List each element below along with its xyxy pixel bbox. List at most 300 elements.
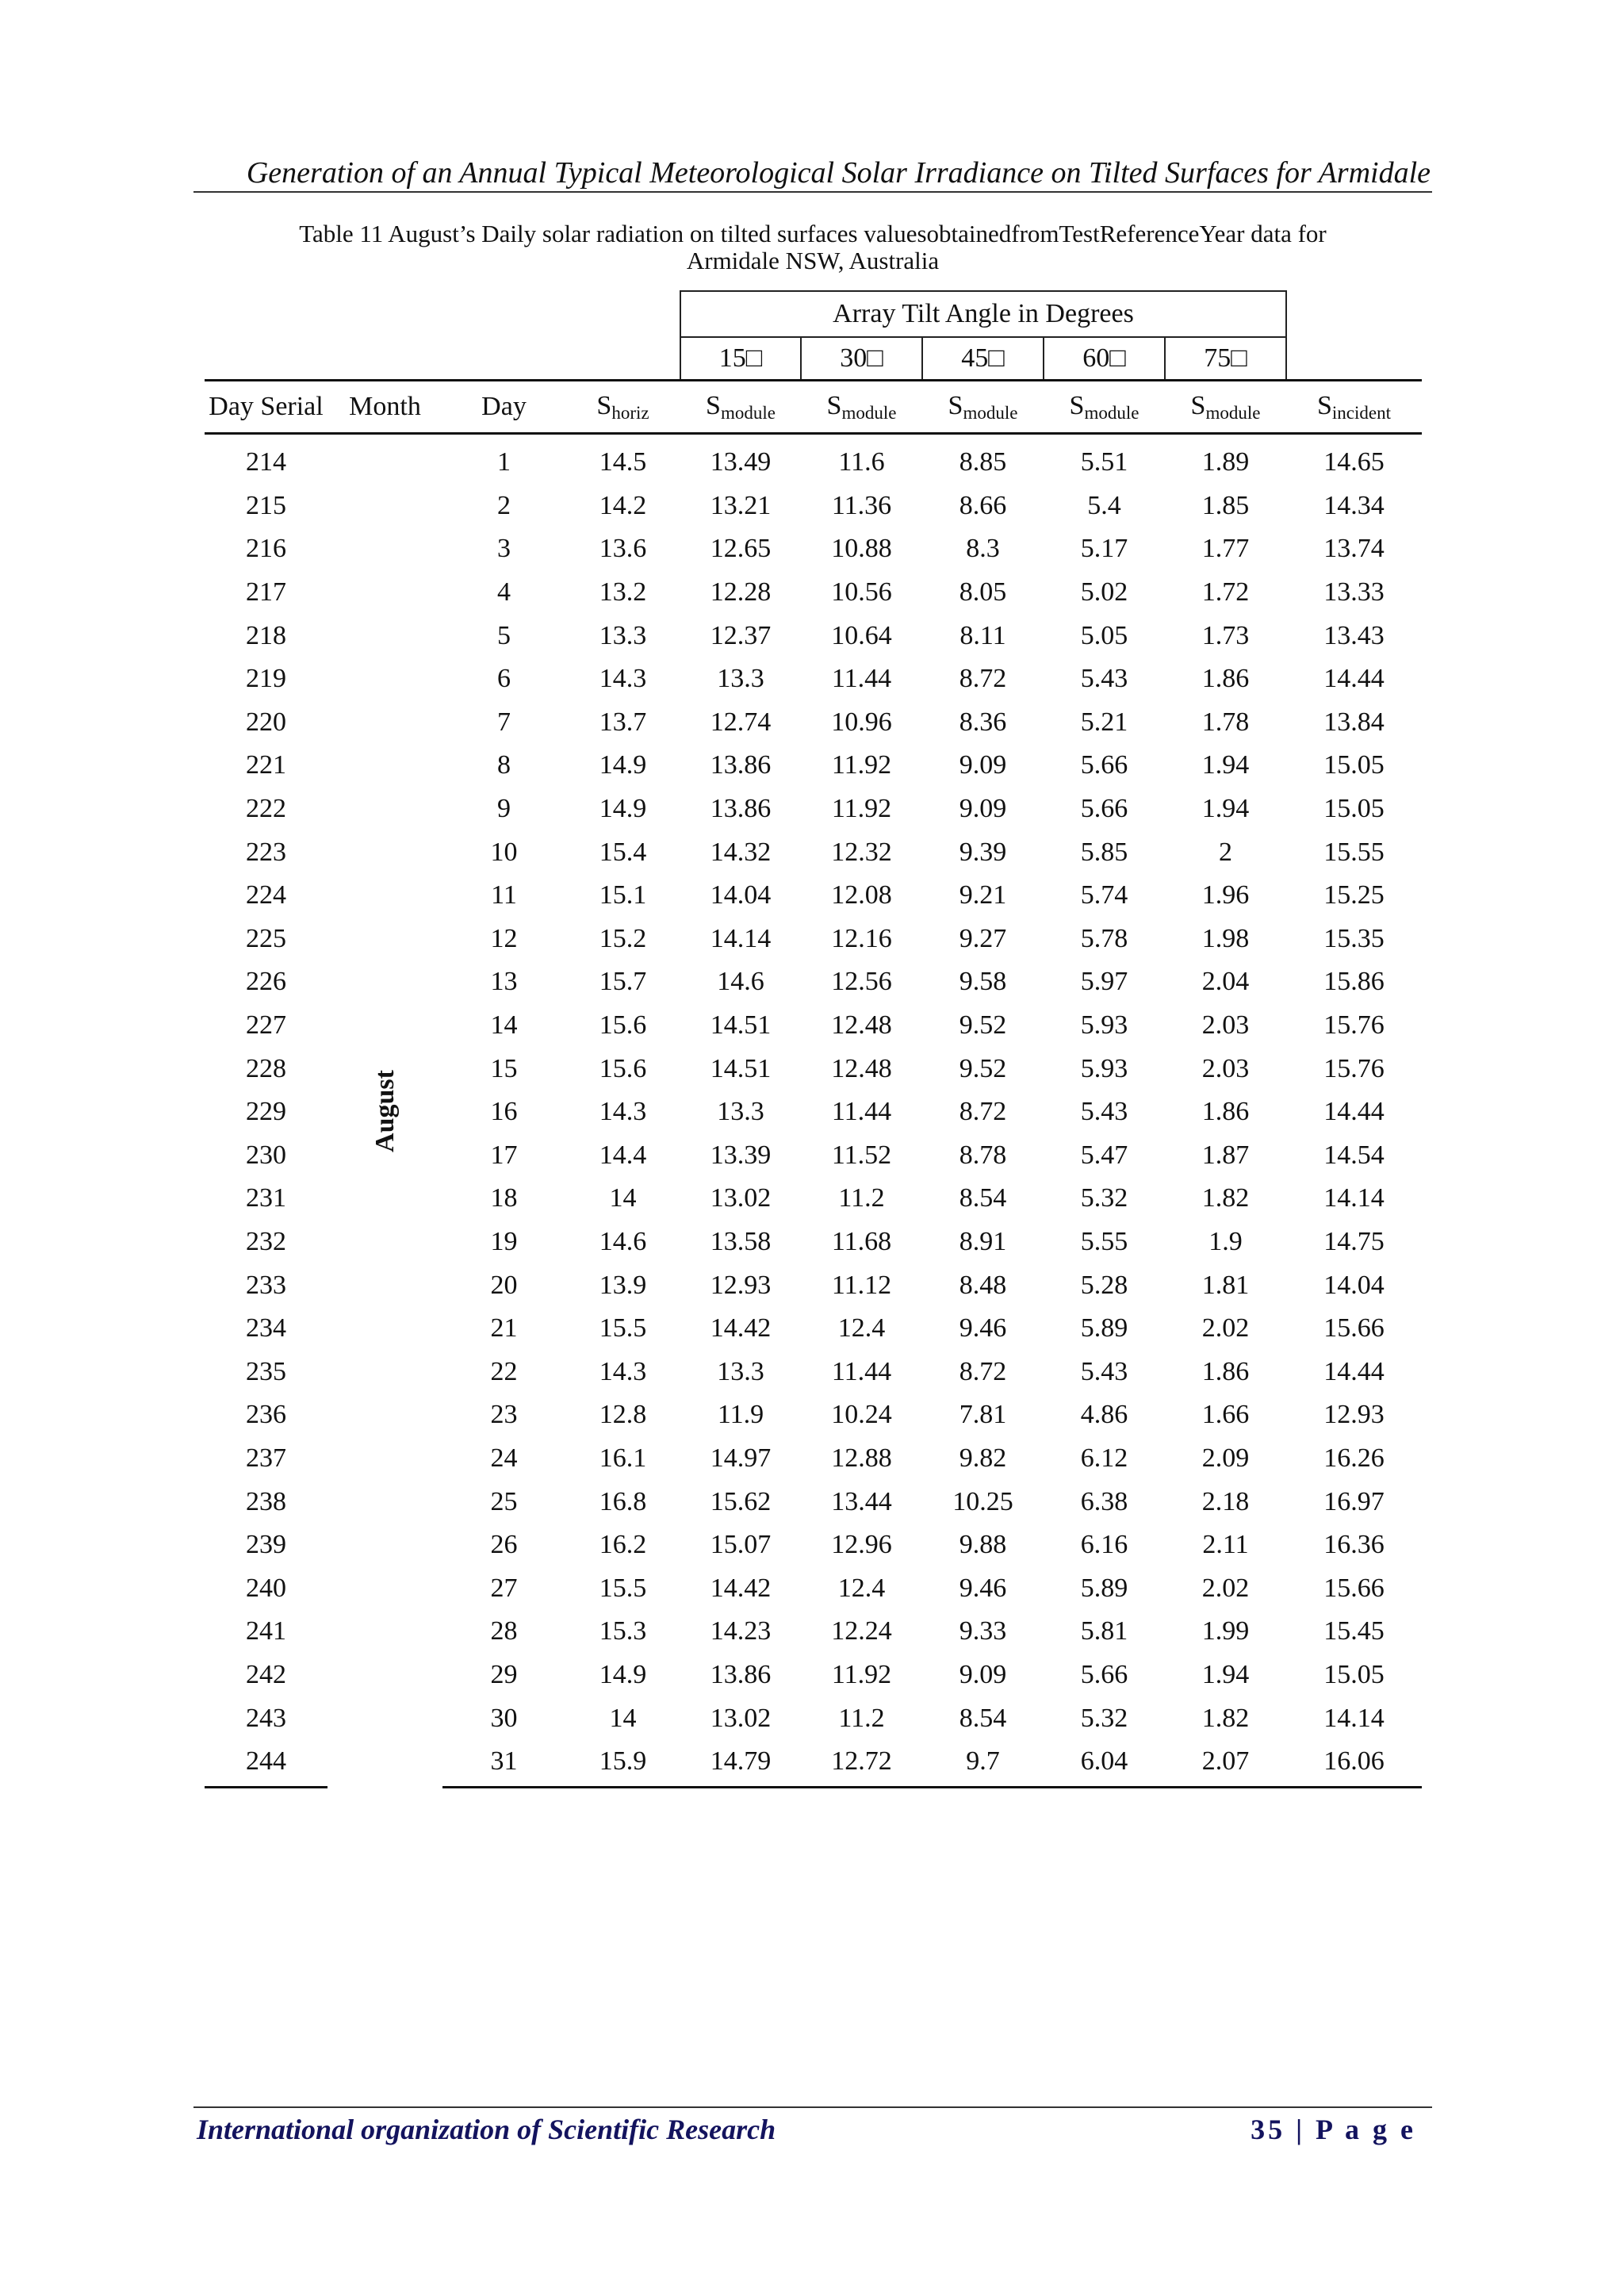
cell-s-incident: 15.25	[1323, 880, 1385, 910]
cell-s-module-60: 5.74	[1080, 880, 1128, 910]
cell-s-module-15: 14.79	[680, 1740, 801, 1788]
cell-day-serial: 214	[246, 447, 286, 477]
cell-s-module-45: 9.52	[959, 1053, 1007, 1083]
cell-s-horiz: 14.5	[599, 447, 647, 477]
cell-day-serial: 220	[246, 707, 286, 737]
cell-day: 7	[497, 707, 511, 737]
cell-s-module-30: 11.6	[838, 447, 885, 477]
cell-day: 17	[490, 1140, 518, 1170]
cell-s-module-45: 8.54	[959, 1703, 1007, 1733]
cell-s-module-15: 13.86	[710, 1659, 772, 1689]
cell-day: 24	[490, 1443, 518, 1473]
cell-s-module-45: 8.36	[959, 707, 1007, 737]
cell-s-module-60: 5.21	[1080, 707, 1128, 737]
cell-s-module-45: 8.78	[959, 1140, 1007, 1170]
cell-s-module-45: 7.81	[959, 1400, 1007, 1430]
cell-s-module-15: 12.28	[710, 577, 772, 608]
cell-day: 8	[497, 750, 511, 780]
cell-day-serial: 237	[246, 1443, 286, 1473]
cell-day-serial: 244	[205, 1740, 327, 1788]
cell-s-module-30: 11.44	[831, 1097, 892, 1127]
cell-s-module-45: 8.72	[959, 1097, 1007, 1127]
cell-s-incident: 13.74	[1323, 534, 1385, 564]
cell-s-incident: 15.66	[1323, 1573, 1385, 1603]
angle-header-75: 75□	[1165, 337, 1286, 381]
header-rule	[193, 191, 1432, 193]
col-header-s-module-45: $S_{module}$	[922, 381, 1044, 434]
cell-day: 11	[491, 880, 517, 910]
col-header-s-module-75: $S_{module}$	[1165, 381, 1286, 434]
cell-s-module-45: 9.21	[959, 880, 1007, 910]
cell-s-module-60: 5.28	[1080, 1270, 1128, 1300]
table-row	[205, 434, 1422, 485]
cell-s-module-30: 10.88	[831, 534, 892, 564]
tilt-angle-group-header: Array Tilt Angle in Degrees	[680, 291, 1286, 337]
cell-s-module-60: 5.51	[1080, 447, 1128, 477]
cell-day: 19	[490, 1226, 518, 1256]
cell-s-module-30: 11.44	[831, 1356, 892, 1386]
cell-s-horiz: 16.1	[599, 1443, 647, 1473]
cell-s-module-15: 12.93	[710, 1270, 772, 1300]
cell-s-module-60: 5.66	[1080, 750, 1128, 780]
cell-s-module-30: 12.32	[831, 837, 892, 867]
cell-s-module-30: 11.36	[831, 490, 892, 520]
cell-s-module-60: 5.47	[1080, 1140, 1128, 1170]
cell-day: 15	[490, 1053, 518, 1083]
table-caption-line-2: Armidale NSW, Australia	[686, 247, 940, 274]
cell-s-module-15: 14.32	[710, 837, 772, 867]
cell-day-serial: 224	[246, 880, 286, 910]
cell-s-module-30: 10.64	[831, 620, 892, 650]
cell-s-module-75: 1.87	[1201, 1140, 1250, 1170]
cell-s-module-45: 9.39	[959, 837, 1007, 867]
cell-s-horiz: 15.2	[599, 923, 647, 953]
cell-s-module-30: 10.96	[831, 707, 892, 737]
cell-s-module-30: 13.44	[831, 1486, 892, 1516]
cell-s-module-15: 12.37	[710, 620, 772, 650]
cell-day: 22	[490, 1356, 518, 1386]
cell-s-horiz: 14	[609, 1703, 637, 1733]
cell-s-module-75: 1.72	[1201, 577, 1250, 608]
cell-day: 13	[490, 967, 518, 997]
cell-s-module-75: 2.02	[1201, 1313, 1250, 1343]
cell-s-module-75: 1.94	[1201, 1659, 1250, 1689]
cell-s-module-60: 5.78	[1080, 923, 1128, 953]
cell-s-horiz: 14	[609, 1183, 637, 1213]
cell-s-incident: 14.34	[1323, 490, 1385, 520]
cell-s-incident: 15.86	[1323, 967, 1385, 997]
cell-s-incident: 16.06	[1286, 1740, 1422, 1788]
cell-s-module-60: 5.89	[1080, 1573, 1128, 1603]
cell-s-incident: 14.14	[1323, 1183, 1385, 1213]
page-separator: |	[1296, 2114, 1306, 2145]
cell-s-horiz: 14.2	[599, 490, 647, 520]
cell-s-module-60: 4.86	[1080, 1400, 1128, 1430]
cell-s-incident: 16.26	[1323, 1443, 1385, 1473]
cell-s-module-30: 11.2	[838, 1703, 885, 1733]
cell-s-module-60: 5.93	[1080, 1053, 1128, 1083]
cell-s-module-15: 14.42	[710, 1573, 772, 1603]
cell-s-module-75: 2	[1219, 837, 1232, 867]
cell-day-serial: 243	[246, 1703, 286, 1733]
cell-s-module-75: 1.99	[1201, 1616, 1250, 1646]
cell-day: 9	[497, 794, 511, 824]
cell-s-module-45: 8.3	[966, 534, 1000, 564]
cell-s-module-75: 2.04	[1201, 967, 1250, 997]
cell-day-serial: 231	[246, 1183, 286, 1213]
cell-day-serial: 240	[246, 1573, 286, 1603]
angle-header-30: 30□	[801, 337, 922, 381]
cell-s-horiz: 15.6	[599, 1010, 647, 1041]
cell-s-horiz: 13.9	[599, 1270, 647, 1300]
table-caption	[206, 220, 1419, 274]
cell-day: 1	[497, 447, 511, 477]
cell-s-module-75: 1.86	[1201, 1356, 1250, 1386]
cell-s-horiz: 13.6	[599, 534, 647, 564]
cell-s-incident: 15.76	[1323, 1010, 1385, 1041]
cell-s-module-15: 14.51	[710, 1053, 772, 1083]
cell-s-module-45: 8.72	[959, 664, 1007, 694]
cell-s-module-45: 9.27	[959, 923, 1007, 953]
cell-s-module-30: 12.72	[801, 1740, 922, 1788]
cell-s-module-75: 2.07	[1165, 1740, 1286, 1788]
cell-s-module-60: 5.89	[1080, 1313, 1128, 1343]
cell-day: 14	[490, 1010, 518, 1041]
cell-s-module-30: 12.16	[831, 923, 892, 953]
col-header-s-module-60: $S_{module}$	[1044, 381, 1165, 434]
cell-s-module-30: 11.2	[838, 1183, 885, 1213]
cell-s-module-75: 1.96	[1201, 880, 1250, 910]
cell-s-module-15: 14.97	[710, 1443, 772, 1473]
running-header: Generation of an Annual Typical Meteorological Solar Irradiance on Tilted Surfaces for Armidale	[246, 156, 1431, 190]
month-cell	[327, 434, 442, 1788]
cell-s-incident: 15.35	[1323, 923, 1385, 953]
cell-day-serial: 234	[246, 1313, 286, 1343]
cell-s-module-45: 8.72	[959, 1356, 1007, 1386]
cell-s-incident: 14.44	[1323, 664, 1385, 694]
cell-s-module-45: 9.82	[959, 1443, 1007, 1473]
cell-s-incident: 14.54	[1323, 1140, 1385, 1170]
table-caption-line-1: Table 11 August’s Daily solar radiation on tilted surfaces valuesobtainedfromTestReferenceYear data for	[299, 220, 1327, 247]
cell-s-incident: 14.44	[1323, 1356, 1385, 1386]
cell-day-serial: 228	[246, 1053, 286, 1083]
cell-s-module-75: 2.03	[1201, 1053, 1250, 1083]
cell-s-module-15: 13.21	[710, 490, 772, 520]
cell-s-module-30: 11.92	[831, 1659, 892, 1689]
cell-s-module-30: 12.96	[831, 1530, 892, 1560]
cell-day-serial: 225	[246, 923, 286, 953]
cell-s-module-15: 11.9	[717, 1400, 764, 1430]
cell-s-module-45: 8.11	[959, 620, 1006, 650]
cell-s-module-15: 14.14	[710, 923, 772, 953]
cell-s-incident: 15.05	[1323, 794, 1385, 824]
col-header-day-serial: Day Serial	[205, 381, 327, 434]
cell-s-module-60: 6.12	[1080, 1443, 1128, 1473]
cell-s-module-75: 1.77	[1201, 534, 1250, 564]
cell-s-module-30: 12.48	[831, 1053, 892, 1083]
cell-s-horiz: 15.6	[599, 1053, 647, 1083]
cell-day: 12	[490, 923, 518, 953]
col-header-day: Day	[442, 381, 565, 434]
cell-s-incident: 15.76	[1323, 1053, 1385, 1083]
cell-s-module-60: 6.04	[1044, 1740, 1165, 1788]
cell-day: 25	[490, 1486, 518, 1516]
cell-s-module-15: 13.02	[710, 1703, 772, 1733]
cell-s-incident: 14.65	[1323, 447, 1385, 477]
cell-s-module-75: 2.03	[1201, 1010, 1250, 1041]
col-header-month: Month	[327, 381, 442, 434]
cell-s-module-60: 5.4	[1087, 490, 1121, 520]
cell-day-serial: 242	[246, 1659, 286, 1689]
cell-day-serial: 223	[246, 837, 286, 867]
cell-s-module-75: 1.81	[1201, 1270, 1250, 1300]
footer-organization: International organization of Scientific Research	[197, 2114, 776, 2145]
cell-day: 30	[490, 1703, 518, 1733]
cell-s-module-60: 5.93	[1080, 1010, 1128, 1041]
cell-day-serial: 230	[246, 1140, 286, 1170]
cell-s-horiz: 14.3	[599, 1097, 647, 1127]
cell-day: 6	[497, 664, 511, 694]
cell-s-module-60: 5.43	[1080, 664, 1128, 694]
cell-s-module-15: 14.42	[710, 1313, 772, 1343]
cell-s-module-15: 13.02	[710, 1183, 772, 1213]
cell-s-incident: 15.05	[1323, 1659, 1385, 1689]
cell-s-module-60: 6.38	[1080, 1486, 1128, 1516]
cell-s-horiz: 15.9	[565, 1740, 680, 1788]
cell-s-module-75: 1.86	[1201, 664, 1250, 694]
cell-s-module-45: 8.66	[959, 490, 1007, 520]
cell-day: 3	[497, 534, 511, 564]
cell-s-horiz: 14.3	[599, 1356, 647, 1386]
cell-s-incident: 13.33	[1323, 577, 1385, 608]
cell-s-module-75: 1.82	[1201, 1183, 1250, 1213]
cell-day: 4	[497, 577, 511, 608]
cell-s-module-45: 8.91	[959, 1226, 1007, 1256]
cell-s-horiz: 14.6	[599, 1226, 647, 1256]
cell-day-serial: 216	[246, 534, 286, 564]
cell-s-horiz: 14.9	[599, 1659, 647, 1689]
angle-header-15: 15□	[680, 337, 801, 381]
cell-s-module-30: 12.4	[837, 1573, 886, 1603]
cell-day-serial: 236	[246, 1400, 286, 1430]
cell-s-module-75: 2.11	[1202, 1530, 1249, 1560]
cell-s-module-15: 13.3	[717, 664, 764, 694]
cell-s-module-75: 1.9	[1208, 1226, 1243, 1256]
cell-s-horiz: 14.9	[599, 750, 647, 780]
cell-s-module-30: 12.48	[831, 1010, 892, 1041]
cell-s-incident: 16.36	[1323, 1530, 1385, 1560]
cell-s-module-30: 12.56	[831, 967, 892, 997]
cell-day-serial: 227	[246, 1010, 286, 1041]
cell-day: 18	[490, 1183, 518, 1213]
cell-s-module-30: 12.4	[837, 1313, 886, 1343]
cell-s-module-45: 8.54	[959, 1183, 1007, 1213]
cell-s-horiz: 13.2	[599, 577, 647, 608]
cell-s-module-15: 14.04	[710, 880, 772, 910]
cell-s-module-60: 5.43	[1080, 1356, 1128, 1386]
cell-s-module-45: 9.09	[959, 750, 1007, 780]
cell-day-serial: 241	[246, 1616, 286, 1646]
cell-s-module-30: 11.52	[831, 1140, 892, 1170]
cell-s-module-15: 14.6	[717, 967, 764, 997]
angle-header-45: 45□	[922, 337, 1044, 381]
col-header-s-module-15: $S_{module}$	[680, 381, 801, 434]
cell-s-module-15: 13.3	[717, 1356, 764, 1386]
cell-s-horiz: 15.5	[599, 1313, 647, 1343]
cell-s-module-75: 1.89	[1201, 447, 1250, 477]
cell-s-incident: 14.14	[1323, 1703, 1385, 1733]
cell-day-serial: 232	[246, 1226, 286, 1256]
footer-page-number	[1251, 2110, 1416, 2149]
cell-s-module-15: 14.51	[710, 1010, 772, 1041]
cell-s-module-60: 5.66	[1080, 794, 1128, 824]
cell-day: 20	[490, 1270, 518, 1300]
cell-s-horiz: 15.7	[599, 967, 647, 997]
cell-s-module-15: 15.07	[710, 1530, 772, 1560]
cell-s-module-45: 9.46	[959, 1313, 1007, 1343]
angle-header-60: 60□	[1044, 337, 1165, 381]
cell-s-incident: 15.45	[1323, 1616, 1385, 1646]
cell-day: 23	[490, 1400, 518, 1430]
page-word: P a g e	[1316, 2114, 1416, 2145]
cell-s-horiz: 15.4	[599, 837, 647, 867]
cell-day: 2	[497, 490, 511, 520]
page-number: 35	[1251, 2114, 1286, 2145]
solar-radiation-table	[205, 290, 1422, 1788]
cell-s-horiz: 13.3	[599, 620, 647, 650]
cell-s-module-60: 5.85	[1080, 837, 1128, 867]
cell-s-module-30: 11.92	[831, 750, 892, 780]
cell-s-module-30: 10.56	[831, 577, 892, 608]
cell-s-module-60: 5.55	[1080, 1226, 1128, 1256]
cell-s-horiz: 12.8	[599, 1400, 647, 1430]
cell-day-serial: 222	[246, 794, 286, 824]
cell-s-module-45: 9.46	[959, 1573, 1007, 1603]
cell-s-module-45: 9.09	[959, 1659, 1007, 1689]
cell-s-module-75: 1.78	[1201, 707, 1250, 737]
cell-s-module-15: 13.49	[710, 447, 772, 477]
cell-s-module-60: 6.16	[1080, 1530, 1128, 1560]
cell-s-module-75: 1.85	[1201, 490, 1250, 520]
cell-day-serial: 239	[246, 1530, 286, 1560]
cell-day-serial: 233	[246, 1270, 286, 1300]
cell-s-incident: 15.05	[1323, 750, 1385, 780]
cell-s-module-15: 14.23	[710, 1616, 772, 1646]
cell-s-module-45: 9.33	[959, 1616, 1007, 1646]
cell-day-serial: 215	[246, 490, 286, 520]
cell-s-module-60: 5.81	[1080, 1616, 1128, 1646]
cell-day: 31	[442, 1740, 565, 1788]
cell-s-horiz: 15.3	[599, 1616, 647, 1646]
cell-s-module-60: 5.43	[1080, 1097, 1128, 1127]
month-label: August	[370, 1069, 400, 1152]
cell-s-incident: 15.66	[1323, 1313, 1385, 1343]
cell-s-module-75: 1.98	[1201, 923, 1250, 953]
cell-s-module-60: 5.32	[1080, 1183, 1128, 1213]
col-header-s-incident: $S_{incident}$	[1286, 381, 1422, 434]
cell-day-serial: 235	[246, 1356, 286, 1386]
cell-s-horiz: 16.8	[599, 1486, 647, 1516]
cell-day-serial: 217	[246, 577, 286, 608]
cell-day: 27	[490, 1573, 518, 1603]
cell-s-module-75: 2.02	[1201, 1573, 1250, 1603]
cell-s-module-45: 8.05	[959, 577, 1007, 608]
cell-s-module-15: 13.86	[710, 794, 772, 824]
cell-s-horiz: 14.3	[599, 664, 647, 694]
cell-s-incident: 13.84	[1323, 707, 1385, 737]
cell-s-module-75: 1.94	[1201, 794, 1250, 824]
cell-s-horiz: 14.4	[599, 1140, 647, 1170]
cell-s-module-45: 9.7	[922, 1740, 1044, 1788]
cell-day-serial: 238	[246, 1486, 286, 1516]
cell-s-module-60: 5.66	[1080, 1659, 1128, 1689]
cell-day: 28	[490, 1616, 518, 1646]
cell-day: 21	[490, 1313, 518, 1343]
cell-day-serial: 229	[246, 1097, 286, 1127]
cell-s-module-15: 13.39	[710, 1140, 772, 1170]
cell-s-module-30: 10.24	[831, 1400, 892, 1430]
cell-s-module-75: 1.86	[1201, 1097, 1250, 1127]
cell-s-incident: 13.43	[1323, 620, 1385, 650]
cell-s-module-60: 5.97	[1080, 967, 1128, 997]
cell-s-horiz: 16.2	[599, 1530, 647, 1560]
cell-day-serial: 221	[246, 750, 286, 780]
cell-day-serial: 218	[246, 620, 286, 650]
cell-s-module-15: 12.74	[710, 707, 772, 737]
cell-day: 5	[497, 620, 511, 650]
cell-s-module-15: 13.3	[717, 1097, 764, 1127]
cell-s-module-60: 5.17	[1080, 534, 1128, 564]
cell-s-module-45: 8.85	[959, 447, 1007, 477]
cell-s-module-45: 9.58	[959, 967, 1007, 997]
cell-day: 10	[490, 837, 518, 867]
cell-s-module-30: 11.68	[831, 1226, 892, 1256]
cell-s-module-75: 1.66	[1201, 1400, 1250, 1430]
cell-s-module-60: 5.32	[1080, 1703, 1128, 1733]
cell-s-incident: 14.75	[1323, 1226, 1385, 1256]
table-body	[205, 434, 1422, 1788]
cell-day-serial: 226	[246, 967, 286, 997]
cell-s-incident: 16.97	[1323, 1486, 1385, 1516]
cell-s-incident: 14.04	[1323, 1270, 1385, 1300]
cell-s-module-45: 9.09	[959, 794, 1007, 824]
cell-s-horiz: 14.9	[599, 794, 647, 824]
cell-s-module-30: 12.08	[831, 880, 892, 910]
cell-s-horiz: 15.1	[599, 880, 647, 910]
cell-s-incident: 14.44	[1323, 1097, 1385, 1127]
cell-s-module-75: 1.94	[1201, 750, 1250, 780]
cell-s-horiz: 13.7	[599, 707, 647, 737]
col-header-s-module-30: $S_{module}$	[801, 381, 922, 434]
cell-s-module-45: 9.88	[959, 1530, 1007, 1560]
cell-s-module-30: 12.88	[831, 1443, 892, 1473]
cell-s-module-30: 12.24	[831, 1616, 892, 1646]
cell-s-module-75: 2.09	[1201, 1443, 1250, 1473]
cell-s-module-15: 12.65	[710, 534, 772, 564]
cell-s-incident: 12.93	[1323, 1400, 1385, 1430]
cell-day: 16	[490, 1097, 518, 1127]
cell-s-module-75: 1.82	[1201, 1703, 1250, 1733]
footer-rule	[193, 2106, 1432, 2108]
cell-s-module-15: 15.62	[710, 1486, 772, 1516]
cell-s-module-75: 1.73	[1201, 620, 1250, 650]
cell-s-module-30: 11.92	[831, 794, 892, 824]
col-header-s-horiz: $S_{horiz}$	[565, 381, 680, 434]
cell-s-module-45: 10.25	[952, 1486, 1013, 1516]
cell-day-serial: 219	[246, 664, 286, 694]
cell-s-incident: 15.55	[1323, 837, 1385, 867]
cell-s-module-60: 5.02	[1080, 577, 1128, 608]
